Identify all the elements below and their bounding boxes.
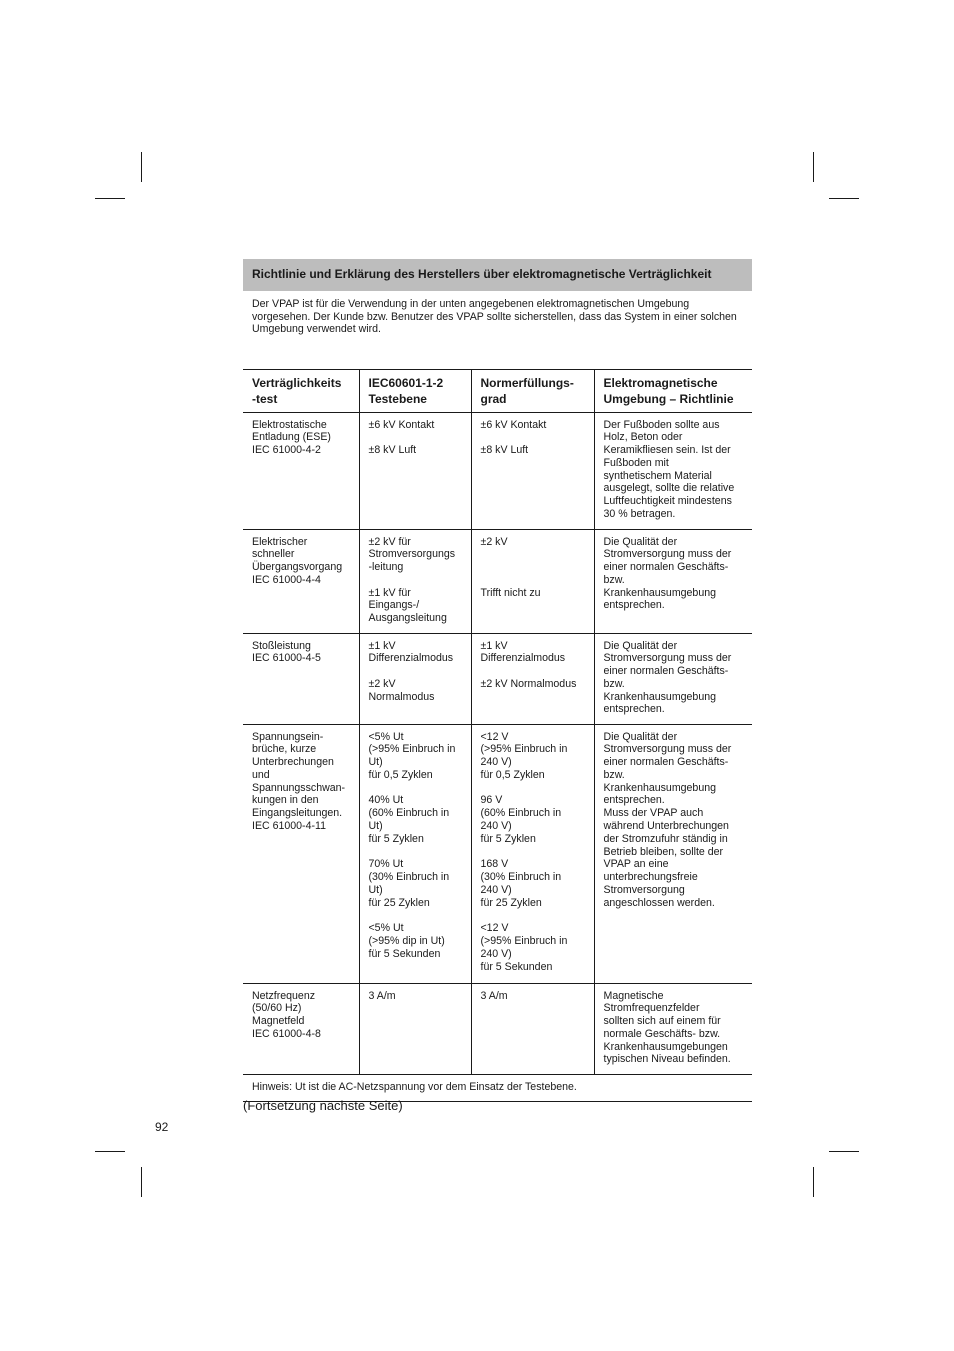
crop-mark (829, 198, 859, 199)
cell-line: grad (480, 392, 507, 406)
cell-line: angeschlossen werden. (603, 896, 715, 909)
cell-line: 30 % betragen. (603, 508, 676, 521)
table-note: Hinweis: Ut ist die AC-Netzspannung vor dem Einsatz der Testebene. (243, 1075, 752, 1102)
table-cell (359, 412, 471, 529)
cell-line: für 5 Sekunden (480, 960, 553, 973)
table-cell (243, 529, 359, 633)
cell-line: während Unterbrechungen (603, 820, 729, 833)
emc-declaration (243, 259, 752, 1102)
cell-line: Stoßleistung (252, 639, 311, 652)
cell-line: ±1 kV (368, 639, 396, 652)
cell-line: Stromversorgung muss der (603, 548, 732, 561)
table-cell (359, 529, 471, 633)
table-row (243, 412, 752, 529)
table-cell (471, 724, 594, 983)
cell-line: (>95% Einbruch in (480, 935, 568, 948)
cell-line: (>95% Einbruch in (368, 743, 456, 756)
cell-line (369, 665, 467, 678)
table-cell (594, 412, 752, 529)
cell-line: Spannungsschwan- (252, 781, 346, 794)
cell-line: Krankenhausumgebung (603, 586, 716, 599)
table-cell (243, 724, 359, 983)
cell-line: ±8 kV Luft (480, 444, 529, 457)
cell-line (369, 782, 467, 795)
cell-line: (30% Einbruch in (480, 871, 562, 884)
table-cell (243, 983, 359, 1074)
cell-line: <12 V (480, 922, 509, 935)
cell-line: Stromfrequenzfelder (603, 1002, 700, 1015)
cell-line: einer normalen Geschäfts- (603, 665, 729, 678)
cell-line: IEC60601-1-2 (368, 376, 444, 390)
cell-line: Keramikfliesen sein. Ist der (603, 444, 731, 457)
cell-line: Testebene (368, 392, 427, 406)
cell-line: und (252, 768, 270, 781)
cell-line: Die Qualität der (603, 730, 678, 743)
table-row (243, 529, 752, 633)
cell-line: für 0,5 Zyklen (480, 768, 545, 781)
table-cell (471, 412, 594, 529)
cell-line: VPAP an eine (603, 858, 669, 871)
table-row (243, 983, 752, 1074)
cell-line: IEC 61000-4-11 (252, 820, 327, 833)
table-cell (471, 633, 594, 724)
cell-line: ±2 kV Normalmodus (480, 677, 577, 690)
cell-line (369, 910, 467, 923)
cell-line: entsprechen. (603, 794, 665, 807)
cell-line: Elektromagnetische (603, 376, 718, 390)
cell-line (481, 431, 590, 444)
cell-line: synthetischem Material (603, 469, 712, 482)
cell-line: einer normalen Geschäfts- (603, 561, 729, 574)
crop-mark (95, 1151, 125, 1152)
cell-line: -leitung (368, 561, 404, 574)
cell-line: brüche, kurze (252, 743, 317, 756)
header-environment-guidance (594, 370, 752, 412)
cell-line: ±2 kV für (368, 535, 411, 548)
cell-line: 240 V) (480, 884, 512, 897)
cell-line: für 5 Zyklen (368, 832, 424, 845)
cell-line: 240 V) (480, 948, 512, 961)
cell-line: Übergangsvorgang (252, 561, 343, 574)
cell-line: Der Fußboden sollte aus (603, 418, 720, 431)
cell-line: (30% Einbruch in (368, 871, 450, 884)
crop-mark (829, 1151, 859, 1152)
cell-line: normale Geschäfts- bzw. (603, 1027, 721, 1040)
table-cell (594, 983, 752, 1074)
table-cell (471, 529, 594, 633)
cell-line: bzw. (603, 677, 625, 690)
cell-line: ±6 kV Kontakt (368, 418, 435, 431)
cell-line: Differenzialmodus (368, 652, 454, 665)
table-cell (359, 633, 471, 724)
cell-line (481, 782, 590, 795)
continue-notice: (Fortsetzung nächste Seite) (243, 1098, 403, 1113)
cell-line: der Stromzufuhr ständig in (603, 832, 728, 845)
cell-line: <12 V (480, 730, 509, 743)
cell-line: IEC 61000-4-8 (252, 1027, 321, 1040)
cell-line: ±1 kV für (368, 586, 411, 599)
cell-line: für 5 Sekunden (368, 948, 441, 961)
cell-line: unterbrechungsfreie (603, 871, 698, 884)
cell-line: Die Qualität der (603, 639, 678, 652)
cell-line: Elektrostatische (252, 418, 327, 431)
crop-mark (141, 1167, 142, 1197)
section-title: Richtlinie und Erklärung des Herstellers über elektromagnetische Verträglichkeit (243, 259, 752, 291)
table-row (243, 724, 752, 983)
cell-line: Normalmodus (368, 690, 435, 703)
cell-line: typischen Niveau befinden. (603, 1053, 731, 1066)
table-cell (594, 633, 752, 724)
cell-line: bzw. (603, 768, 625, 781)
page-number: 92 (155, 1120, 169, 1134)
header-test (243, 370, 359, 412)
table-cell (594, 529, 752, 633)
cell-line: für 0,5 Zyklen (368, 768, 433, 781)
cell-line (481, 846, 590, 859)
cell-line: (60% Einbruch in (480, 807, 562, 820)
cell-line (481, 548, 590, 561)
cell-line: Fußboden mit (603, 456, 669, 469)
cell-line: Muss der VPAP auch (603, 807, 704, 820)
cell-line: Ausgangsleitung (368, 612, 447, 625)
cell-line: Ut) (368, 884, 383, 897)
crop-mark (141, 152, 142, 182)
cell-line: (50/60 Hz) (252, 1002, 302, 1015)
cell-line: Luftfeuchtigkeit mindestens (603, 495, 732, 508)
cell-line: 240 V) (480, 820, 512, 833)
cell-line: ±2 kV (480, 535, 508, 548)
table-header-row (243, 370, 752, 412)
cell-line: Stromversorgungs (368, 548, 456, 561)
table-cell (243, 412, 359, 529)
cell-line (481, 910, 590, 923)
cell-line: Netzfrequenz (252, 989, 316, 1002)
cell-line: (>95% Einbruch in (480, 743, 568, 756)
cell-line: IEC 61000-4-4 (252, 573, 321, 586)
crop-mark (813, 1167, 814, 1197)
cell-line: ±6 kV Kontakt (480, 418, 547, 431)
cell-line: Entladung (ESE) (252, 431, 331, 444)
cell-line: 168 V (480, 858, 509, 871)
table-cell (359, 983, 471, 1074)
cell-line: für 5 Zyklen (480, 832, 536, 845)
crop-mark (813, 152, 814, 182)
cell-line: Holz, Beton oder (603, 431, 683, 444)
cell-line: ±1 kV (480, 639, 508, 652)
cell-line: kungen in den (252, 794, 319, 807)
cell-line: Stromversorgung (603, 884, 685, 897)
cell-line: Ut) (368, 756, 383, 769)
cell-line: Ut) (368, 820, 383, 833)
cell-line: Umgebung – Richtlinie (603, 392, 734, 406)
cell-line (481, 561, 590, 574)
cell-line: <5% Ut (368, 730, 404, 743)
cell-line: entsprechen. (603, 703, 665, 716)
table-row (243, 633, 752, 724)
cell-line: entsprechen. (603, 599, 665, 612)
cell-line: (>95% dip in Ut) (368, 935, 445, 948)
cell-line: Stromversorgung muss der (603, 743, 732, 756)
cell-line: ±2 kV (368, 677, 396, 690)
emc-table (243, 370, 752, 1075)
cell-line: ausgelegt, sollte die relative (603, 482, 735, 495)
cell-line: Krankenhausumgebungen (603, 1040, 728, 1053)
cell-line: schneller (252, 548, 295, 561)
cell-line: 96 V (480, 794, 503, 807)
cell-line: Verträglichkeits (252, 376, 342, 390)
intro-paragraph: Der VPAP ist für die Verwendung in der unten angegebenen elektromagnetischen Umgebung vorgesehen. Der Kunde bzw. Benutzer des VPAP sollte sicherstellen, dass das System in einer solchen Umgebung verwendet wird. (243, 291, 752, 370)
cell-line (481, 665, 590, 678)
cell-line: (60% Einbruch in (368, 807, 450, 820)
cell-line: <5% Ut (368, 922, 404, 935)
table-cell (471, 983, 594, 1074)
cell-line: Eingangsleitungen. (252, 807, 343, 820)
cell-line: bzw. (603, 573, 625, 586)
table-cell (243, 633, 359, 724)
cell-line: Magnetische (603, 989, 664, 1002)
cell-line: IEC 61000-4-5 (252, 652, 321, 665)
cell-line: sollten sich auf einem für (603, 1015, 721, 1028)
cell-line: Stromversorgung muss der (603, 652, 732, 665)
cell-line: 3 A/m (368, 989, 396, 1002)
cell-line (481, 574, 590, 587)
table-body (243, 412, 752, 1074)
cell-line: Trifft nicht zu (480, 586, 541, 599)
cell-line: Elektrischer (252, 535, 308, 548)
table-cell (594, 724, 752, 983)
cell-line: ±8 kV Luft (368, 444, 417, 457)
cell-line: Differenzialmodus (480, 652, 566, 665)
cell-line: 240 V) (480, 756, 512, 769)
cell-line: für 25 Zyklen (368, 896, 430, 909)
cell-line: Unterbrechungen (252, 756, 334, 769)
crop-mark (95, 198, 125, 199)
cell-line: 40% Ut (368, 794, 404, 807)
header-compliance-level (471, 370, 594, 412)
cell-line: -test (252, 392, 278, 406)
header-test-level (359, 370, 471, 412)
cell-line: IEC 61000-4-2 (252, 444, 321, 457)
cell-line: Spannungsein- (252, 730, 324, 743)
cell-line: für 25 Zyklen (480, 896, 542, 909)
cell-line: 70% Ut (368, 858, 404, 871)
cell-line: Eingangs-/ (368, 599, 420, 612)
cell-line: Betrieb bleiben, sollte der (603, 845, 724, 858)
cell-line: Normerfüllungs- (480, 376, 574, 390)
cell-line: 3 A/m (480, 989, 508, 1002)
cell-line: Die Qualität der (603, 535, 678, 548)
cell-line (369, 431, 467, 444)
cell-line: Krankenhausumgebung (603, 690, 716, 703)
cell-line: Magnetfeld (252, 1015, 305, 1028)
cell-line: Krankenhausumgebung (603, 781, 716, 794)
table-cell (359, 724, 471, 983)
cell-line: einer normalen Geschäfts- (603, 756, 729, 769)
cell-line (369, 574, 467, 587)
cell-line (369, 846, 467, 859)
